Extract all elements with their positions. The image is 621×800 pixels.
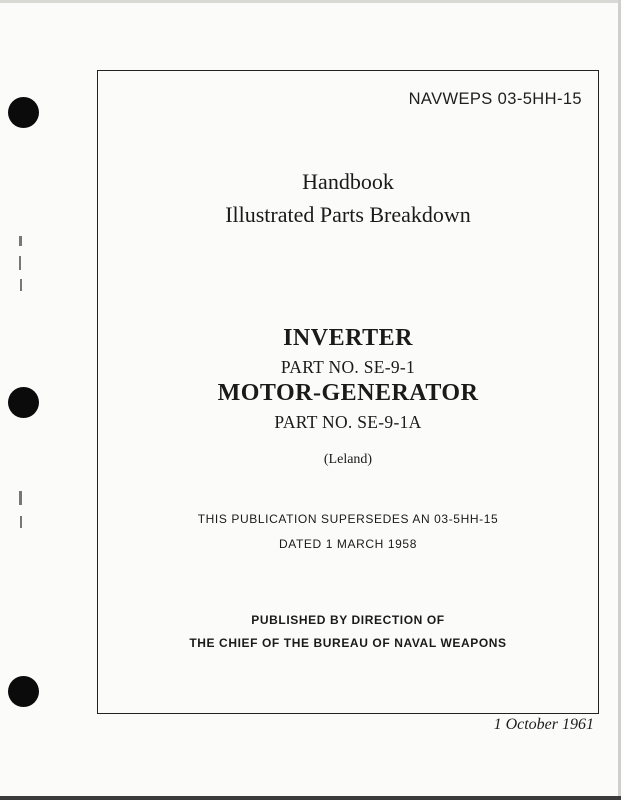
item-motor-generator-name: MOTOR-GENERATOR xyxy=(217,380,479,406)
binder-hole-middle xyxy=(8,387,39,418)
document-number: NAVWEPS 03-5HH-15 xyxy=(408,90,582,108)
margin-mark xyxy=(19,256,21,270)
margin-mark xyxy=(20,279,22,291)
manufacturer: (Leland) xyxy=(323,452,373,467)
supersedes-notice: THIS PUBLICATION SUPERSEDES AN 03-5HH-15 xyxy=(197,512,499,526)
margin-mark xyxy=(19,236,22,246)
supersedes-date: DATED 1 MARCH 1958 xyxy=(279,537,417,551)
scan-edge-top xyxy=(0,0,621,3)
binder-hole-top xyxy=(8,97,39,128)
title-ipb: Illustrated Parts Breakdown xyxy=(225,202,471,227)
publication-date: 1 October 1961 xyxy=(493,716,594,733)
item-motor-generator-part-number: PART NO. SE-9-1A xyxy=(274,412,422,432)
margin-mark xyxy=(19,491,22,505)
title-handbook: Handbook xyxy=(302,169,394,194)
binder-hole-bottom xyxy=(8,676,39,707)
authority-bureau: THE CHIEF OF THE BUREAU OF NAVAL WEAPONS xyxy=(189,636,507,650)
item-inverter-name: INVERTER xyxy=(283,325,413,351)
title-page-frame xyxy=(97,70,599,714)
authority-line: PUBLISHED BY DIRECTION OF xyxy=(251,613,445,627)
item-inverter-part-number: PART NO. SE-9-1 xyxy=(280,357,416,377)
scan-edge-bottom xyxy=(0,796,621,800)
margin-mark xyxy=(20,516,22,528)
